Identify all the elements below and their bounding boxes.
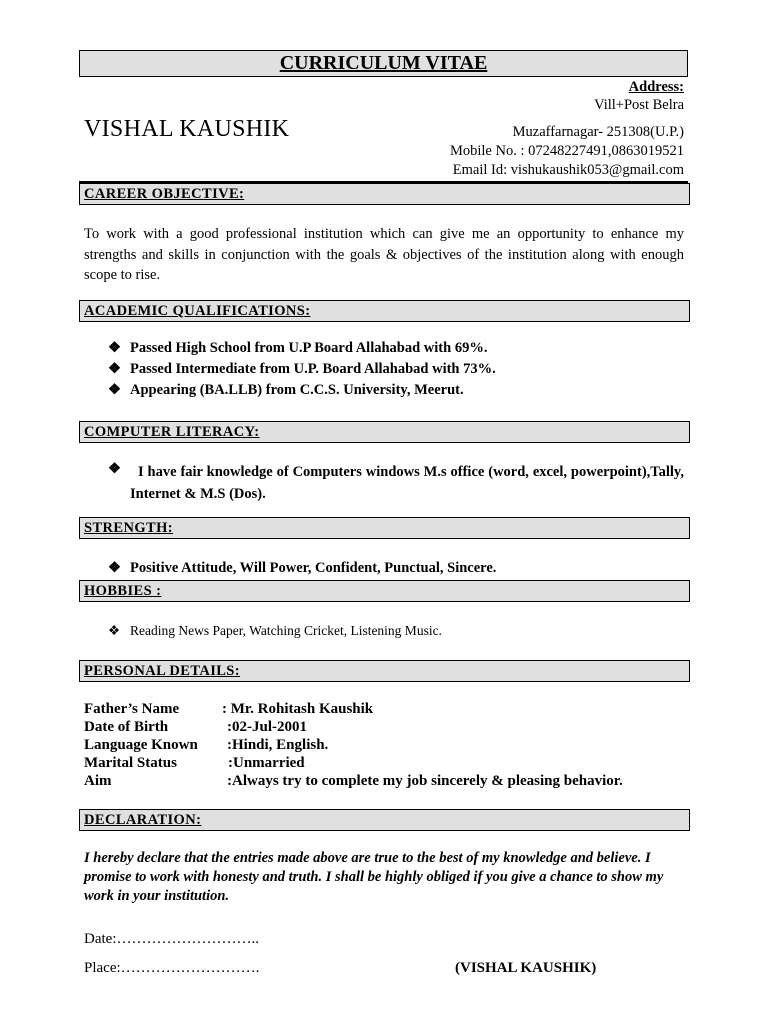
section-strength (79, 517, 690, 539)
list-item (108, 560, 496, 577)
computer-literacy-text: I have fair knowledge of Computers windows M.s office (word, excel, powerpoint),Tally, Internet & M.S (Dos). (130, 464, 684, 502)
personal-key: Marital Status (84, 755, 177, 771)
personal-key: Father’s Name (84, 701, 180, 717)
personal-key: Aim (84, 773, 112, 789)
section-title: DECLARATION: (84, 812, 202, 828)
candidate-name: VISHAL KAUSHIK (84, 116, 290, 142)
address-line1: Vill+Post Belra (594, 97, 684, 113)
section-title: PERSONAL DETAILS: (84, 663, 240, 679)
personal-value: :02-Jul-2001 (227, 719, 307, 735)
personal-value: : Mr. Rohitash Kaushik (222, 701, 374, 717)
section-hobbies (79, 580, 690, 602)
list-item (108, 361, 496, 378)
personal-value: :Hindi, English. (227, 737, 329, 753)
hobbies-text: Reading News Paper, Watching Cricket, Listening Music. (130, 623, 442, 638)
career-objective-text: To work with a good professional institution which can give me an opportunity to enhance my strengths and skills in conjunction with the goals & objectives of the institution along with enough scope to rise. (84, 226, 684, 283)
mobile-number: Mobile No. : 07248227491,0863019521 (449, 143, 684, 159)
address-label: Address: (628, 79, 684, 95)
section-title: CAREER OBJECTIVE: (84, 186, 245, 202)
date-line: Date:……………………….. (84, 931, 259, 947)
section-computer-literacy (79, 421, 690, 443)
personal-value: :Unmarried (228, 755, 305, 771)
section-personal-details (79, 660, 690, 682)
section-title: STRENGTH: (84, 520, 174, 536)
academic-item: Appearing (BA.LLB) from C.C.S. University, Meerut. (130, 382, 464, 398)
bullet-icon: ❖ (108, 340, 121, 356)
academic-item: Passed Intermediate from U.P. Board Allahabad with 73%. (130, 361, 496, 377)
personal-key: Date of Birth (84, 719, 169, 735)
bullet-icon: ❖ (108, 361, 121, 377)
list-item (108, 623, 442, 639)
academic-item: Passed High School from U.P Board Allahabad with 69%. (130, 340, 488, 356)
email-address: Email Id: vishukaushik053@gmail.com (452, 162, 684, 178)
signature: (VISHAL KAUSHIK) (455, 960, 597, 976)
strength-text: Positive Attitude, Will Power, Confident, Punctual, Sincere. (130, 560, 497, 576)
bullet-icon: ❖ (108, 560, 121, 576)
section-academic-qualifications (79, 300, 690, 322)
place-line: Place:………………………. (84, 960, 260, 976)
address-line2: Muzaffarnagar- 251308(U.P.) (512, 124, 684, 140)
section-declaration (79, 809, 690, 831)
personal-key: Language Known (84, 737, 198, 753)
section-title: HOBBIES : (84, 583, 162, 599)
section-career-objective (79, 183, 690, 205)
list-item (108, 382, 464, 399)
bullet-icon: ❖ (108, 461, 121, 477)
section-title: ACADEMIC QUALIFICATIONS: (84, 303, 311, 319)
list-item (108, 340, 487, 357)
bullet-icon: ❖ (108, 382, 121, 398)
cv-title: CURRICULUM VITAE (279, 52, 488, 74)
cv-title-box (79, 50, 688, 77)
bullet-icon: ❖ (108, 623, 121, 638)
declaration-text: I hereby declare that the entries made above are true to the best of my knowledge and believe. I promise to work with honesty and truth. I shall be highly obliged if you give a chance to show my work in your institution. (84, 850, 664, 904)
personal-value: :Always try to complete my job sincerely & pleasing behavior. (227, 773, 623, 789)
section-title: COMPUTER LITERACY: (84, 424, 260, 440)
